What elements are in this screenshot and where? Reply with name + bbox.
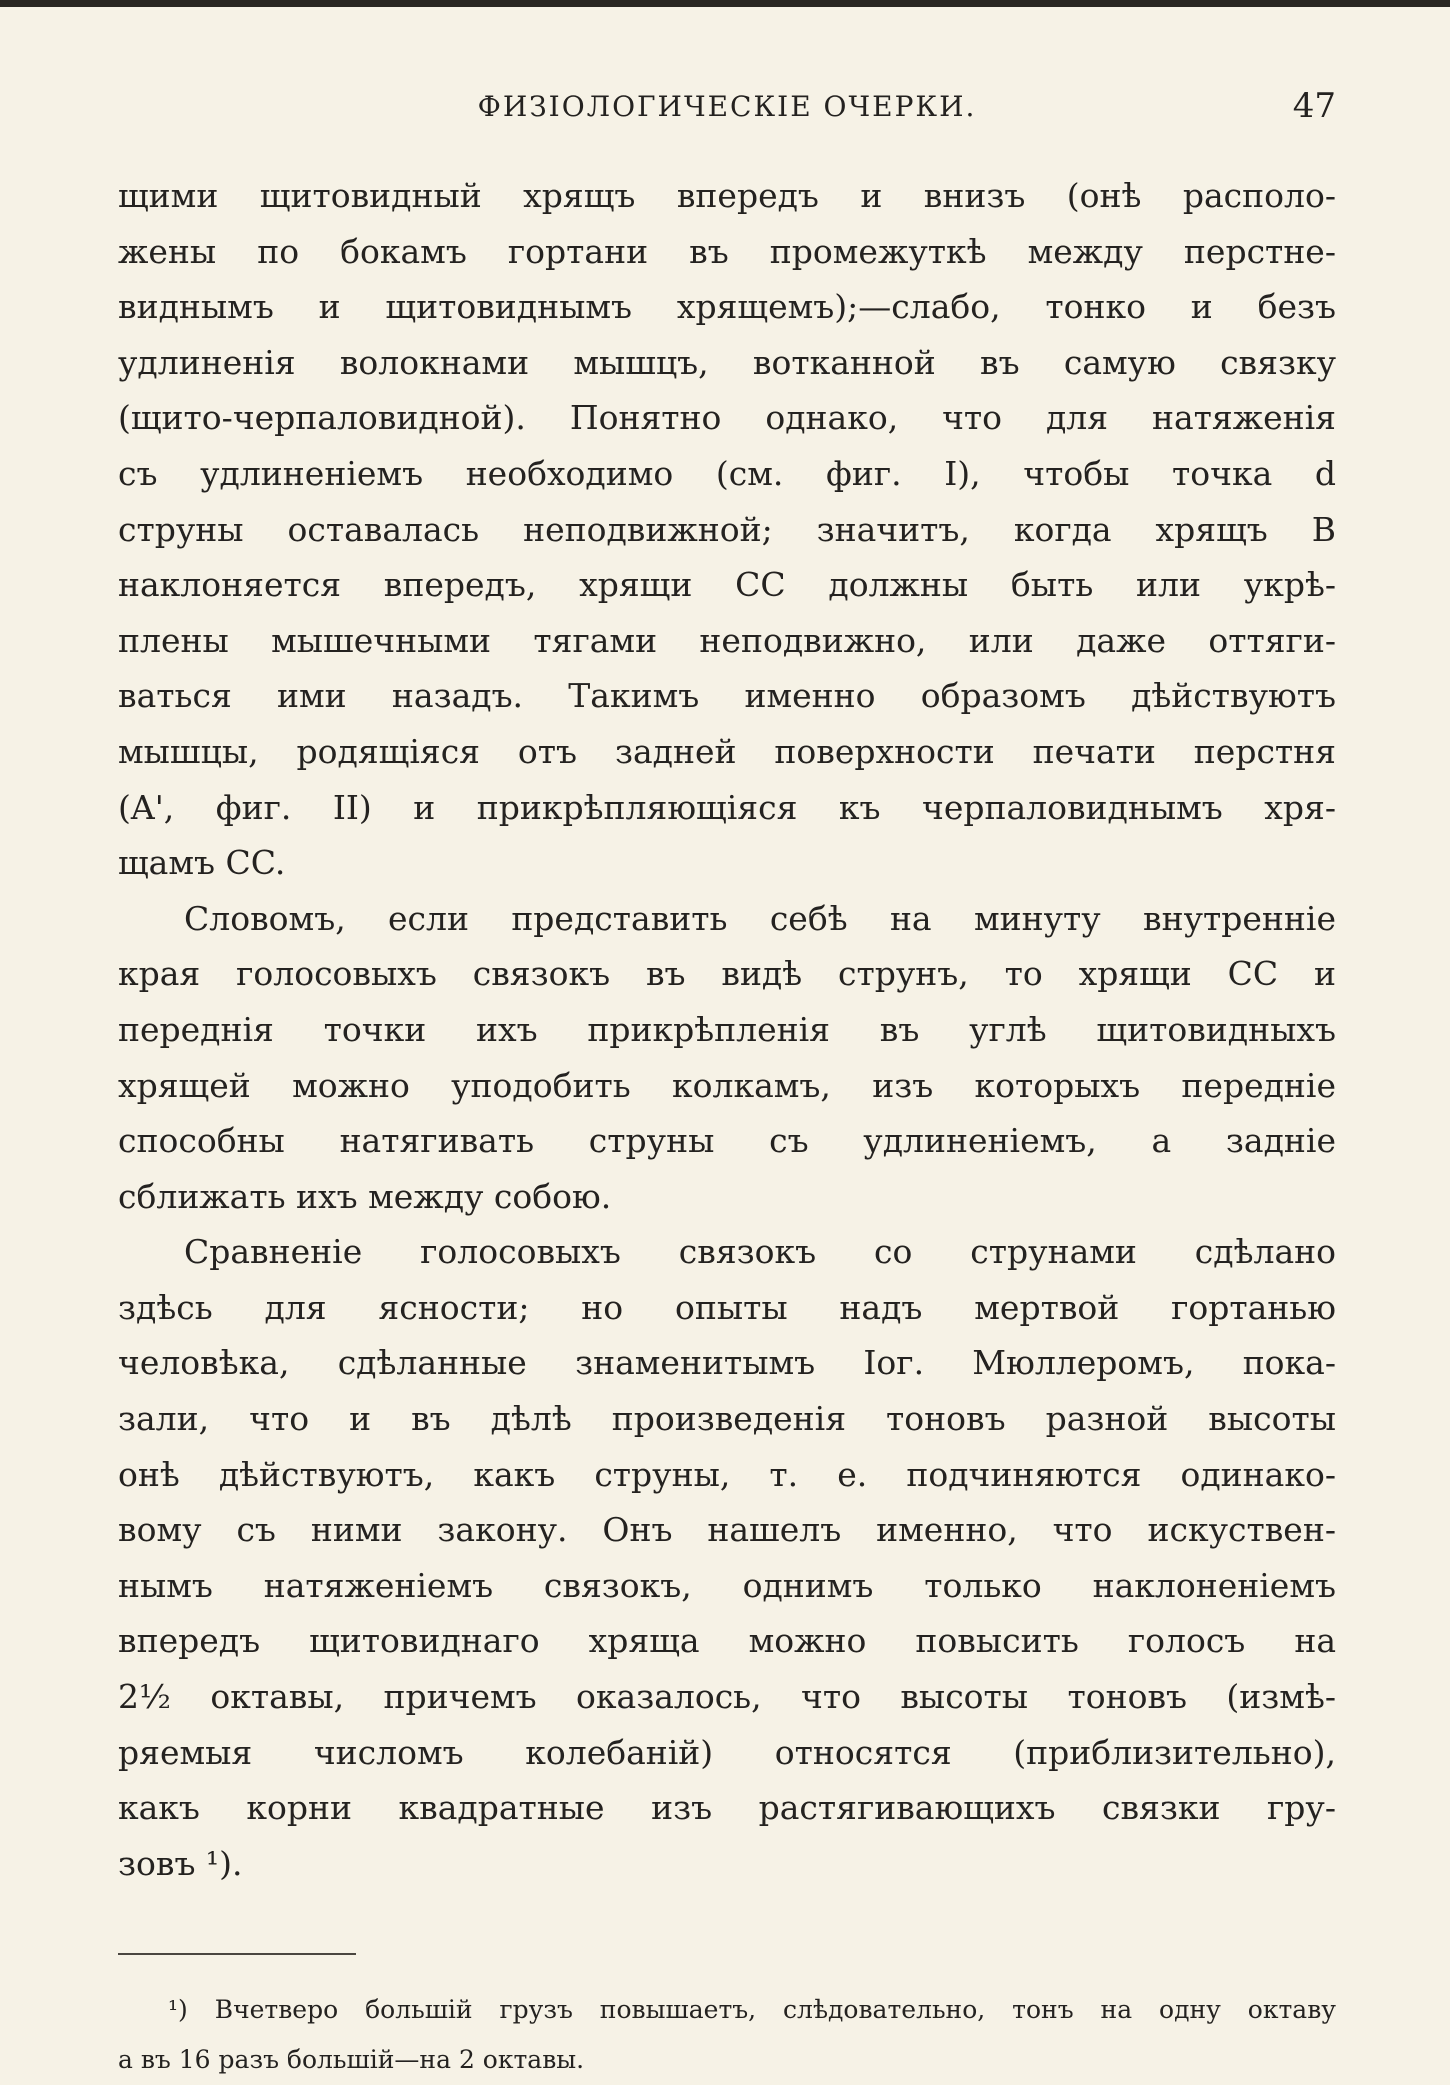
text-line: хрящей можно уподобить колкамъ, изъ которыхъ передніе: [118, 1065, 1336, 1105]
text-line: края голосовыхъ связокъ въ видѣ струнъ, то хрящи CC и: [118, 954, 1336, 994]
text-line: струны оставалась неподвижной; значитъ, когда хрящъ B: [118, 509, 1336, 549]
paragraph-start-line: Сравненіе голосовыхъ связокъ со струнами сдѣлано: [184, 1232, 1336, 1272]
text-line: наклоняется впередъ, хрящи CC должны быть или укрѣ-: [118, 565, 1336, 605]
text-line: плены мышечными тягами неподвижно, или даже оттяги-: [118, 620, 1336, 660]
text-line: вому съ ними закону. Онъ нашелъ именно, что искуствен-: [118, 1510, 1336, 1550]
page-number: 47: [1292, 86, 1336, 126]
text-line: съ удлиненіемъ необходимо (см. фиг. I), чтобы точка d: [118, 453, 1336, 493]
text-line: щамъ CC.: [118, 843, 286, 883]
text-line: (щито-черпаловидной). Понятно однако, что для натяженія: [118, 398, 1336, 438]
text-line: (A', фиг. II) и прикрѣпляющіяся къ черпаловиднымъ хря-: [118, 787, 1336, 827]
text-line: переднія точки ихъ прикрѣпленія въ углѣ щитовидныхъ: [118, 1009, 1336, 1049]
text-line: мышцы, родящіяся отъ задней поверхности печати перстня: [118, 731, 1336, 771]
paragraph-start-line: Словомъ, если представить себѣ на минуту внутренніе: [184, 898, 1336, 938]
text-line: ряемыя числомъ колебаній) относятся (приблизительно),: [118, 1732, 1336, 1772]
footnote-line: а въ 16 разъ большій—на 2 октавы.: [118, 2045, 585, 2075]
running-head: ФИЗІОЛОГИЧЕСКІЕ ОЧЕРКИ.: [477, 90, 977, 123]
text-line: человѣка, сдѣланные знаменитымъ Іог. Мюллеромъ, пока-: [118, 1343, 1336, 1383]
text-line: способны натягивать струны съ удлиненіемъ, а задніе: [118, 1121, 1336, 1161]
text-line: впередъ щитовиднаго хряща можно повысить голосъ на: [118, 1621, 1336, 1661]
footnote-divider: [118, 1953, 356, 1955]
text-line: зовъ ¹).: [118, 1843, 243, 1883]
text-line: сближать ихъ между собою.: [118, 1176, 612, 1216]
text-line: виднымъ и щитовиднымъ хрящемъ);—слабо, тонко и безъ: [118, 287, 1336, 327]
page-header: [118, 80, 1336, 140]
text-line: нымъ натяженіемъ связокъ, однимъ только наклоненіемъ: [118, 1565, 1336, 1605]
text-line: зали, что и въ дѣлѣ произведенія тоновъ разной высоты: [118, 1399, 1336, 1439]
text-line: ваться ими назадъ. Такимъ именно образомъ дѣйствуютъ: [118, 676, 1336, 716]
text-line: 2½ октавы, причемъ оказалось, что высоты тоновъ (измѣ-: [118, 1677, 1336, 1717]
top-border: [0, 0, 1450, 7]
book-page: [118, 80, 1336, 2085]
text-line: жены по бокамъ гортани въ промежуткѣ между перстне-: [118, 231, 1336, 271]
text-line: какъ корни квадратные изъ растягивающихъ связки гру-: [118, 1788, 1336, 1828]
footnote-line: ¹) Вчетверо большій грузъ повышаетъ, слѣдовательно, тонъ на одну октаву: [168, 1995, 1336, 2025]
text-line: здѣсь для ясности; но опыты надъ мертвой гортанью: [118, 1287, 1336, 1327]
text-line: онѣ дѣйствуютъ, какъ струны, т. е. подчиняются одинако-: [118, 1454, 1336, 1494]
text-line: щими щитовидный хрящъ впередъ и внизъ (онѣ располо-: [118, 176, 1336, 215]
footnotes: [118, 1985, 1336, 2085]
text-line: удлиненія волокнами мышцъ, вотканной въ самую связку: [118, 342, 1336, 382]
body-text: [118, 168, 1336, 1891]
